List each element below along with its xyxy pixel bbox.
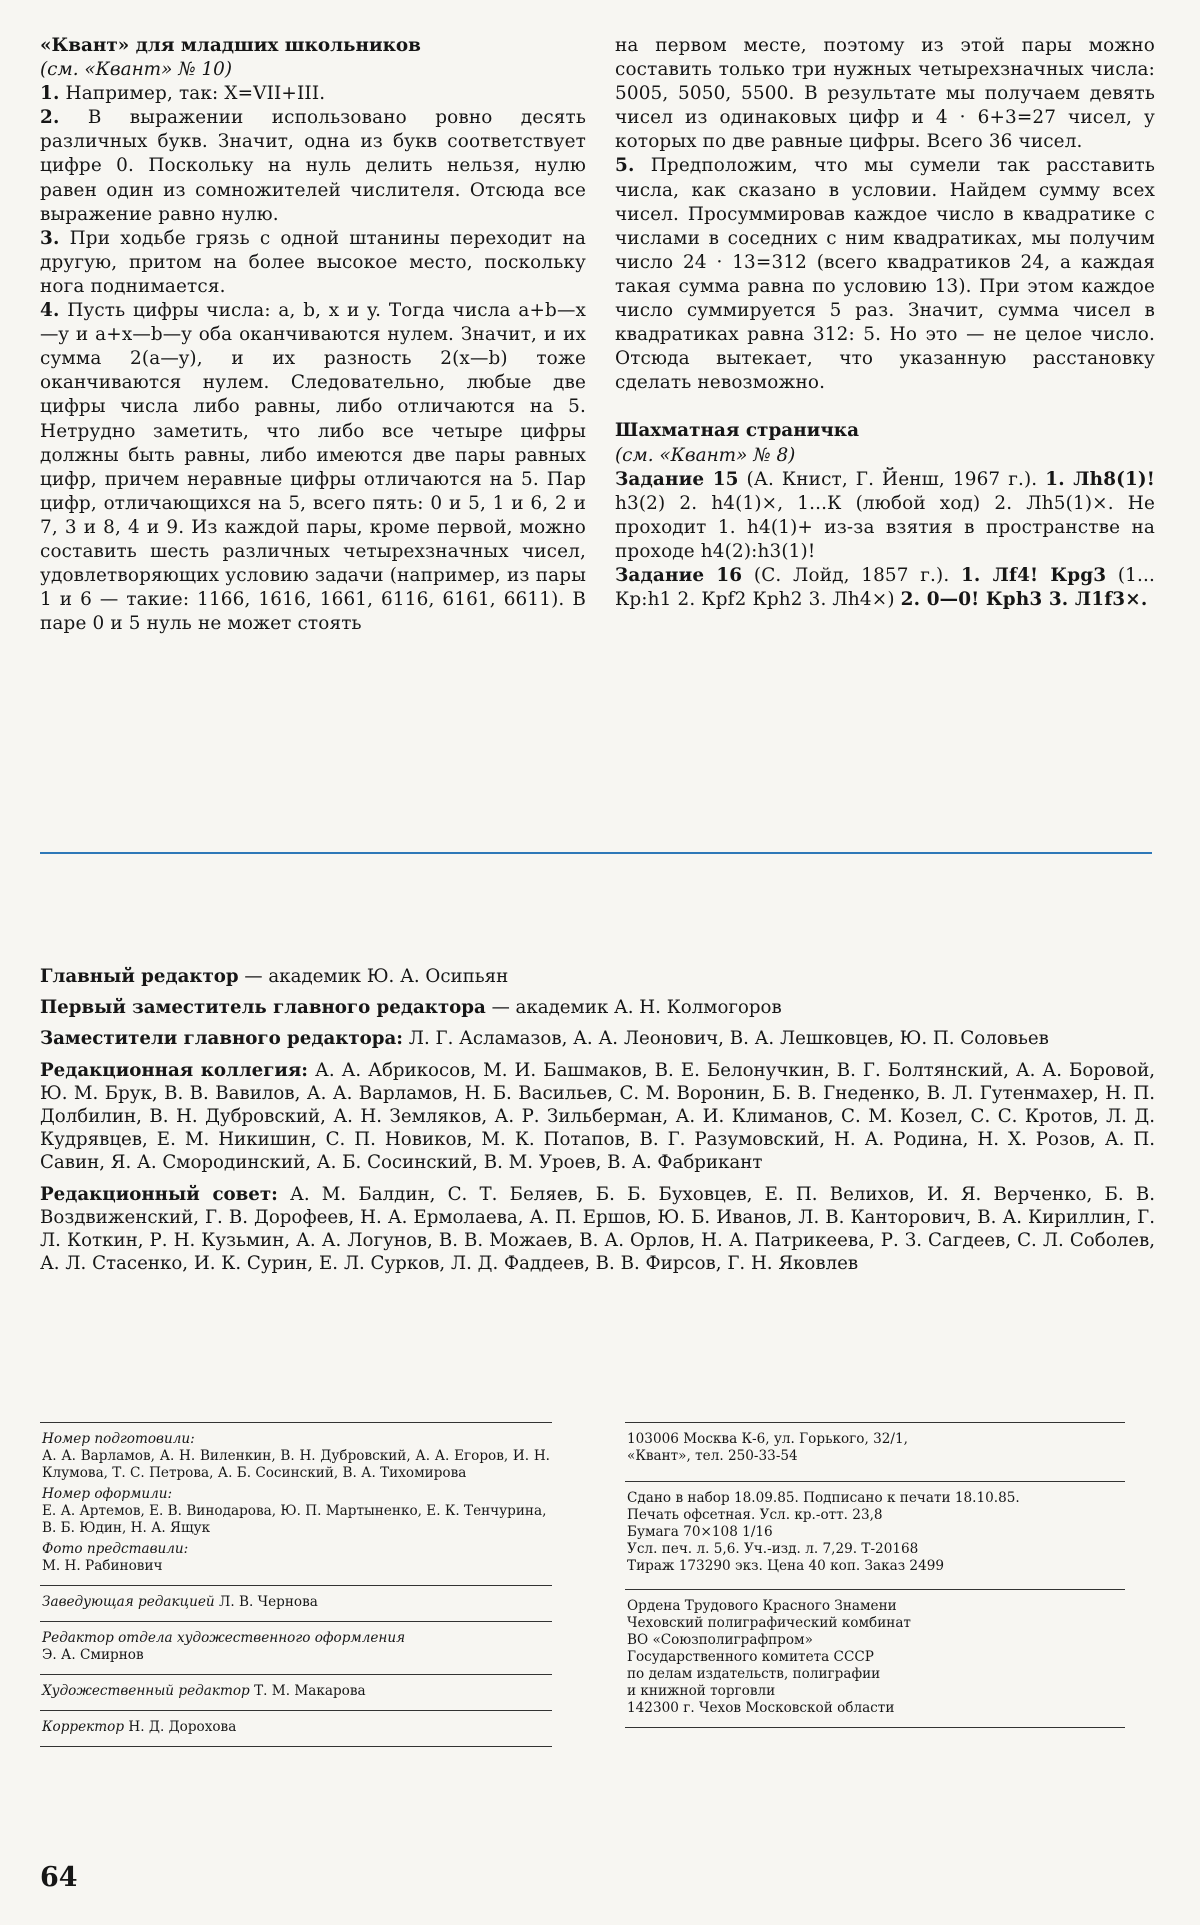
publication-info: [625, 1422, 1125, 1728]
answer-item-5: [615, 154, 1155, 395]
print-line: Печать офсетная. Усл. кр.-отт. 23,8: [627, 1507, 883, 1523]
answers-right-column: [615, 34, 1155, 612]
editorial-council-line: [40, 1183, 1155, 1276]
prepared-by-label: Номер подготовили:: [42, 1431, 195, 1447]
answer-item-2: [40, 106, 586, 226]
editorial-council-label: Редакционный совет:: [40, 1183, 278, 1205]
prepared-by-value: А. А. Варламов, А. Н. Виленкин, В. Н. Дубровский, А. А. Егоров, И. Н. Клумова, Т. С. Петрова, А. Б. Сосинский, В. А. Тихомирова: [42, 1448, 550, 1481]
answers-left-column: [40, 34, 586, 636]
chief-editor-label: Главный редактор: [40, 966, 239, 987]
answer-text: Например, так: X=VII+III.: [65, 83, 326, 105]
office-head-label: Заведующая редакцией: [42, 1594, 215, 1610]
print-line: Сдано в набор 18.09.85. Подписано к печати 18.10.85.: [627, 1490, 1020, 1506]
art-dept-value: Э. А. Смирнов: [42, 1647, 144, 1663]
chief-editor-value: — академик Ю. А. Осипьян: [244, 966, 509, 987]
editorial-council-value: А. М. Балдин, С. Т. Беляев, Б. Б. Буховцев, Е. П. Велихов, И. Я. Верченко, Б. В. Воздвиженский, Г. В. Дорофеев, Н. А. Ермолаева, А. П. Ершов, Ю. Б. Иванов, Л. В. Канторович, В. А. Кириллин, Г. Л. Коткин, Р. Н. Кузьмин, А. А. Логунов, В. В. Можаев, В. А. Орлов, Н. А. Патрикеева, Р. З. Сагдеев, С. Л. Соболев, А. Л. Стасенко, И. К. Сурин, Е. Л. Сурков, Л. Д. Фаддеев, В. В. Фирсов, Г. Н. Яковлев: [40, 1183, 1155, 1275]
proofreader-value: Н. Д. Дорохова: [128, 1719, 237, 1735]
first-deputy-value: — академик А. Н. Колмогоров: [491, 997, 782, 1019]
task-label: Задание 15: [615, 468, 739, 490]
answer-text: Предположим, что мы сумели так расставить числа, как сказано в условии. Найдем сумму всех чисел. Просуммировав каждое число в квадратике с числами в соседних с ним квадратиках, мы получим число 24 · 13=312 (всего квадратиков 24, а каждая такая сумма равна по условию 13). При этом каждое число суммируется 5 раз. Значит, сумма чисел в квадратиках равна 312: 5. Но это — не целое число. Отсюда вытекает, что указанную расстановку сделать невозможно.: [615, 155, 1156, 394]
plant-line: Государственного комитета СССР: [627, 1649, 874, 1665]
designed-by-value: Е. А. Артемов, Е. В. Винодарова, Ю. П. Мартыненко, Е. К. Тенчурина, В. Б. Юдин, Н. А. Ящук: [42, 1503, 547, 1536]
editorial-board-value: А. А. Абрикосов, М. И. Башмаков, В. Е. Белонучкин, В. Г. Болтянский, А. А. Боровой, Ю. М. Брук, В. В. Вавилов, А. А. Варламов, Н. Б. Васильев, С. М. Воронин, Б. В. Гнеденко, В. Л. Гутенмахер, Н. П. Долбилин, В. Н. Дубровский, А. Н. Земляков, А. Р. Зильберман, А. И. Климанов, С. М. Козел, С. С. Кротов, Л. Д. Кудрявцев, Е. М. Никишин, С. П. Новиков, М. К. Потапов, В. Г. Разумовский, Н. А. Родина, Н. Х. Розов, А. П. Савин, Я. А. Смородинский, А. Б. Сосинский, В. М. Уроев, В. А. Фабрикант: [40, 1059, 1155, 1174]
first-deputy-line: [40, 996, 1155, 1019]
task-final-moves: 2. 0—0! Крh3 3. Л1f3×.: [900, 589, 1148, 611]
answer-text: В выражении использовано ровно десять различных букв. Значит, одна из букв соответствует цифре 0. Поскольку на нуль делить нельзя, нулю равен один из сомножителей числителя. Отсюда все выражение равно нулю.: [40, 107, 587, 225]
editorial-board-line: [40, 1059, 1155, 1175]
section-divider: [40, 852, 1152, 854]
section-heading-chess: Шахматная страничка: [615, 420, 859, 442]
page-number: 64: [40, 1862, 78, 1893]
art-dept-block: [40, 1622, 552, 1674]
task-moves: h3(2) 2. h4(1)×, 1...К (любой ход) 2. Лh5(1)×. Не проходит 1. h4(1)+ из-за взятия в пространстве на проходе h4(2):h3(1)!: [615, 492, 1155, 562]
answer-number: 4.: [40, 300, 60, 322]
prepared-by-block: [40, 1423, 552, 1585]
print-details-block: [625, 1482, 1125, 1589]
print-line: Тираж 173290 экз. Цена 40 коп. Заказ 2499: [627, 1558, 945, 1574]
task-key-move: 1. Лf4! Крg3: [960, 564, 1107, 586]
deputies-value: Л. Г. Асламазов, А. А. Леонович, В. А. Лешковцев, Ю. П. Соловьев: [408, 1028, 1049, 1050]
editorial-masthead: [40, 965, 1155, 1283]
task-label: Задание 16: [615, 564, 743, 586]
first-deputy-label: Первый заместитель главного редактора: [40, 997, 486, 1019]
answer-item-4-continuation: на первом месте, поэтому из этой пары можно составить только три нужных четырехзначных числа: 5005, 5050, 5500. В результате мы получаем девять чисел из одинаковых цифр и 4 · 6+3=27 чисел, у которых по две равные цифры. Всего 36 чисел.: [615, 35, 1155, 153]
print-line: Усл. печ. л. 5,6. Уч.-изд. л. 7,29. Т-20168: [627, 1541, 919, 1557]
section-heading-kvant-juniors: «Квант» для младших школьников: [40, 35, 421, 56]
deputies-label: Заместители главного редактора:: [40, 1028, 403, 1050]
printing-plant-block: [625, 1590, 1125, 1727]
deputies-line: [40, 1027, 1155, 1050]
answer-number: 3.: [40, 227, 60, 249]
section-subheading-chess: (см. «Квант» № 8): [615, 444, 796, 466]
plant-line: по делам издательств, полиграфии: [627, 1666, 881, 1682]
address-line: 103006 Москва К-6, ул. Горького, 32/1,: [627, 1431, 908, 1447]
answer-item-1: [40, 82, 586, 106]
art-dept-label: Редактор отдела художественного оформления: [42, 1630, 406, 1646]
answer-number: 2.: [40, 107, 60, 129]
designed-by-label: Номер оформили:: [42, 1486, 173, 1502]
chess-task-16: [615, 564, 1155, 612]
photo-value: М. Н. Рабинович: [42, 1558, 163, 1574]
answer-number: 1.: [40, 83, 60, 105]
office-head-block: [40, 1586, 552, 1621]
answer-item-3: [40, 227, 586, 299]
editorial-address-block: [625, 1423, 1125, 1481]
photo-label: Фото представили:: [42, 1541, 189, 1557]
plant-line: 142300 г. Чехов Московской области: [627, 1700, 895, 1716]
answer-number: 5.: [615, 155, 635, 177]
office-head-value: Л. В. Чернова: [219, 1594, 318, 1610]
task-moves: (1... Кр:h1 2. Крf2 Крh2 3. Лh4×): [615, 564, 1156, 611]
proofreader-label: Корректор: [42, 1719, 125, 1735]
answer-text: При ходьбе грязь с одной штанины переходит на другую, притом на более высокое место, поскольку нога поднимается.: [40, 227, 586, 297]
print-line: Бумага 70×108 1/16: [627, 1524, 773, 1540]
art-editor-block: [40, 1675, 552, 1710]
plant-line: ВО «Союзполиграфпром»: [627, 1632, 813, 1648]
answer-text: Пусть цифры числа: a, b, x и y. Тогда числа a+b—x—y и a+x—b—y оба оканчиваются нулем. Значит, и их сумма 2(a—y), и их разность 2(x—b) тоже оканчиваются нулем. Следовательно, любые две цифры числа либо равны, либо отличаются на 5. Нетрудно заметить, что либо все четыре цифры должны быть равны, либо имеются две пары равных цифр, причем неравные цифры отличаются на 5. Пар цифр, отличающихся на 5, всего пять: 0 и 5, 1 и 6, 2 и 7, 3 и 8, 4 и 9. Из каждой пары, кроме первой, можно составить шесть различных четырехзначных чисел, удовлетворяющих условию задачи (например, из пары 1 и 6 — такие: 1166, 1616, 1661, 6116, 6161, 6611). В паре 0 и 5 нуль не может стоять: [40, 300, 587, 635]
plant-line: и книжной торговли: [627, 1683, 776, 1699]
art-editor-value: Т. М. Макарова: [254, 1683, 366, 1699]
art-editor-label: Художественный редактор: [42, 1683, 250, 1699]
address-line: «Квант», тел. 250-33-54: [627, 1448, 798, 1464]
issue-credits: [40, 1422, 552, 1747]
chief-editor-line: [40, 965, 1155, 988]
plant-line: Чеховский полиграфический комбинат: [627, 1615, 911, 1631]
task-author: (А. Книст, Г. Йенш, 1967 г.).: [746, 468, 1038, 490]
task-author: (С. Лойд, 1857 г.).: [753, 564, 950, 586]
task-key-move: 1. Лh8(1)!: [1045, 468, 1156, 490]
chess-task-15: [615, 468, 1155, 564]
editorial-board-label: Редакционная коллегия:: [40, 1059, 309, 1081]
proofreader-block: [40, 1711, 552, 1746]
plant-line: Ордена Трудового Красного Знамени: [627, 1598, 897, 1614]
section-subheading-kvant-juniors: (см. «Квант» № 10): [40, 59, 233, 81]
answer-item-4: [40, 299, 586, 636]
